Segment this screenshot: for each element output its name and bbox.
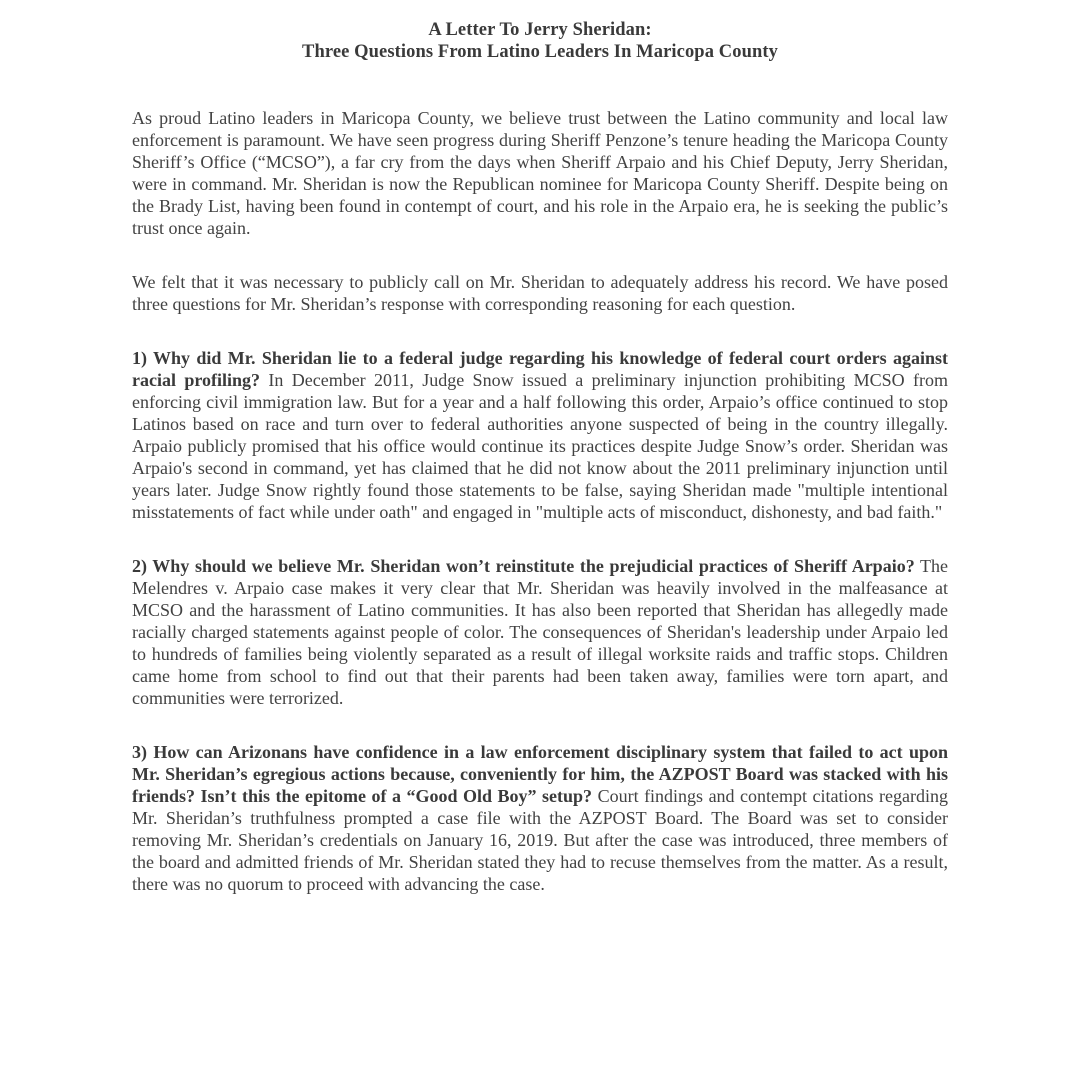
question-1-paragraph — [132, 347, 948, 523]
document-title — [0, 0, 1080, 63]
letter-body — [132, 107, 948, 895]
purpose-paragraph — [132, 271, 948, 315]
intro-paragraph — [132, 107, 948, 239]
question-2-lead: 2) Why should we believe Mr. Sheridan won’t reinstitute the prejudicial practices of Sheriff Arpaio? — [132, 556, 915, 576]
question-3-text: Court findings and contempt citations regarding Mr. Sheridan’s truthfulness prompted a case file with the AZPOST Board. The Board was set to consider removing Mr. Sheridan’s credentials on January 16, 2019. But after the case was introduced, three members of the board and admitted friends of Mr. Sheridan stated they had to recuse themselves from the matter. As a result, there was no quorum to proceed with advancing the case. — [132, 786, 948, 894]
question-1-text: In December 2011, Judge Snow issued a preliminary injunction prohibiting MCSO from enforcing civil immigration law. But for a year and a half following this order, Arpaio’s office continued to stop Latinos based on race and turn over to federal authorities anyone suspected of being in the country illegally. Arpaio publicly promised that his office would continue its practices despite Judge Snow’s order. Sheridan was Arpaio's second in command, yet has claimed that he did not know about the 2011 preliminary injunction until years later. Judge Snow rightly found those statements to be false, saying Sheridan made "multiple intentional misstatements of fact while under oath" and engaged in "multiple acts of misconduct, dishonesty, and bad faith." — [132, 370, 948, 522]
question-2-text: The Melendres v. Arpaio case makes it very clear that Mr. Sheridan was heavily involved in the malfeasance at MCSO and the harassment of Latino communities. It has also been reported that Sheridan has allegedly made racially charged statements against people of color. The consequences of Sheridan's leadership under Arpaio led to hundreds of families being violently separated as a result of illegal worksite raids and traffic stops. Children came home from school to find out that their parents had been taken away, families were torn apart, and communities were terrorized. — [132, 556, 948, 708]
question-2-paragraph — [132, 555, 948, 709]
question-3-paragraph — [132, 741, 948, 895]
question-3-lead: 3) How can Arizonans have confidence in a law enforcement disciplinary system that failed to act upon Mr. Sheridan’s egregious actions because, conveniently for him, the AZPOST Board was stacked with his friends? Isn’t this the epitome of a “Good Old Boy” setup? — [132, 742, 948, 806]
paragraph-text: As proud Latino leaders in Maricopa County, we believe trust between the Latino community and local law enforcement is paramount. We have seen progress during Sheriff Penzone’s tenure heading the Maricopa County Sheriff’s Office (“MCSO”), a far cry from the days when Sheriff Arpaio and his Chief Deputy, Jerry Sheridan, were in command. Mr. Sheridan is now the Republican nominee for Maricopa County Sheriff. Despite being on the Brady List, having been found in contempt of court, and his role in the Arpaio era, he is seeking the public’s trust once again. — [132, 108, 948, 238]
question-1-lead: 1) Why did Mr. Sheridan lie to a federal judge regarding his knowledge of federal court orders against racial profiling? — [132, 348, 948, 390]
title-line-1: A Letter To Jerry Sheridan: — [428, 20, 652, 40]
title-line-2: Three Questions From Latino Leaders In Maricopa County — [302, 42, 778, 62]
paragraph-text: We felt that it was necessary to publicly call on Mr. Sheridan to adequately address his record. We have posed three questions for Mr. Sheridan’s response with corresponding reasoning for each question. — [132, 272, 948, 314]
